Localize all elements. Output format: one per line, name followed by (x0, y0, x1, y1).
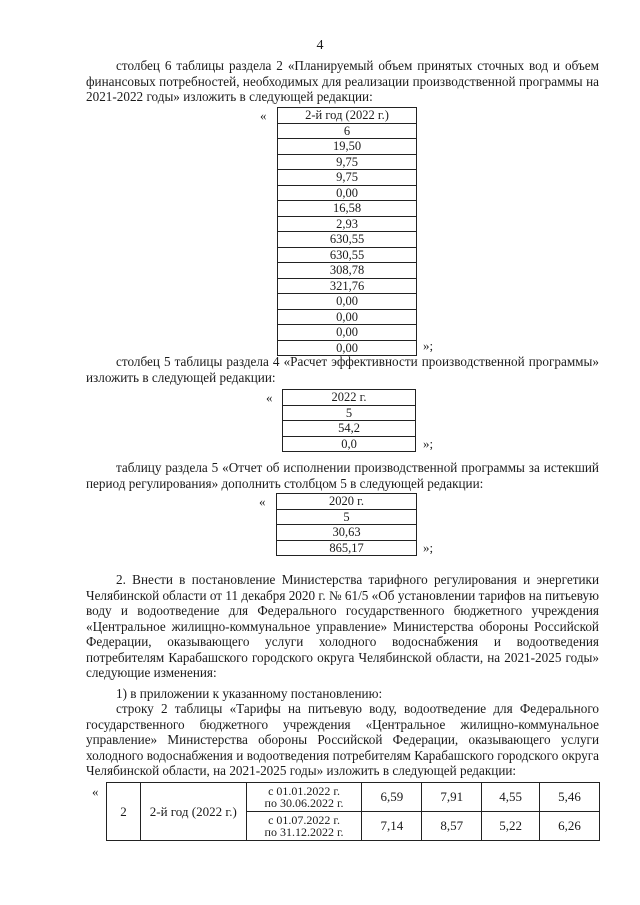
paragraph-column5: столбец 5 таблицы раздела 4 «Расчет эффективности производственной программы» изложить в следующей редакции: (86, 354, 599, 385)
tariff-cell: 6,59 (362, 783, 422, 812)
table-cell: 0,00 (278, 309, 417, 325)
table-cell: 321,76 (278, 278, 417, 294)
table-cell: 0,0 (283, 436, 416, 452)
tariff-cell: 7,14 (362, 812, 422, 841)
table-header: 2-й год (2022 г.) (278, 108, 417, 124)
page-number: 4 (316, 38, 324, 53)
table-cell: 308,78 (278, 263, 417, 279)
paragraph-row2: строку 2 таблицы «Тарифы на питьевую воду, водоотведение для Федерального государственного бюджетного учреждения «Центральное жилищно-коммунальное управление» Министерства обороны Российской Федерации, оказывающего услуги холодного водоснабжения и водоотведения потребителям Карабашского городского округа Челябинской области, на 2021-2025 годы» изложить в следующей редакции: (86, 701, 599, 778)
table-cell: 9,75 (278, 170, 417, 186)
tariff-table (106, 782, 600, 841)
paragraph-item2: 2. Внести в постановление Министерства тарифного регулирования и энергетики Челябинской области от 11 декабря 2020 г. № 61/5 «Об установлении тарифов на питьевую воду и водоотведение для Федерального государственного бюджетного учреждения «Центральное жилищно-коммунальное управление» Министерства обороны Российской Федерации, оказывающего услуги холодного водоснабжения и водоотведения потребителям Карабашского городского округа Челябинской области, на 2021-2025 годы» следующие изменения: (86, 572, 599, 680)
tariff-cell: 4,55 (482, 783, 540, 812)
table-cell: 16,58 (278, 201, 417, 217)
period-from: с 01.07.2022 г. (268, 813, 340, 827)
close-quote: »; (423, 436, 434, 451)
tariff-cell: 5,46 (540, 783, 600, 812)
year-cell: 2-й год (2022 г.) (140, 783, 246, 841)
table-cell: 5 (277, 509, 417, 525)
period-to: по 31.12.2022 г. (264, 825, 344, 839)
table-cell: 865,17 (277, 540, 417, 556)
paragraph-report: таблицу раздела 5 «Отчет об исполнении производственной программы за истекший период регулирования» дополнить столбцом 5 в следующей редакции: (86, 460, 599, 491)
open-quote: « (92, 784, 99, 799)
table-cell: 0,00 (278, 325, 417, 341)
table-cell: 6 (278, 123, 417, 139)
paragraph-column6: столбец 6 таблицы раздела 2 «Планируемый объем принятых сточных вод и объем финансовых потребностей, необходимых для реализации производственной программы на 2021-2022 годы» изложить в следующей редакции: (86, 58, 599, 104)
period-cell (246, 783, 362, 812)
period-cell (246, 812, 362, 841)
table-cell: 30,63 (277, 525, 417, 541)
table-cell: 9,75 (278, 154, 417, 170)
table-column5 (282, 389, 416, 452)
table-column5-report (276, 493, 417, 556)
table-cell: 0,00 (278, 185, 417, 201)
table-cell: 0,00 (278, 294, 417, 310)
table-cell: 54,2 (283, 421, 416, 437)
table-cell: 630,55 (278, 232, 417, 248)
period-from: с 01.01.2022 г. (268, 784, 340, 798)
table-header: 2020 г. (277, 494, 417, 510)
table-cell: 2,93 (278, 216, 417, 232)
table-cell: 630,55 (278, 247, 417, 263)
table-cell: 5 (283, 405, 416, 421)
table-cell: 19,50 (278, 139, 417, 155)
row-number: 2 (107, 783, 141, 841)
close-quote: »; (423, 338, 434, 353)
paragraph-appendix: 1) в приложении к указанному постановлению: (116, 686, 383, 701)
open-quote: « (266, 390, 273, 405)
tariff-cell: 7,91 (422, 783, 482, 812)
table-cell: 0,00 (278, 340, 417, 356)
period-to: по 30.06.2022 г. (264, 796, 344, 810)
open-quote: « (259, 494, 266, 509)
table-column6 (277, 107, 417, 356)
close-quote: »; (423, 540, 434, 555)
tariff-cell: 5,22 (482, 812, 540, 841)
table-header: 2022 г. (283, 390, 416, 406)
tariff-cell: 8,57 (422, 812, 482, 841)
tariff-cell: 6,26 (540, 812, 600, 841)
open-quote: « (260, 108, 267, 123)
